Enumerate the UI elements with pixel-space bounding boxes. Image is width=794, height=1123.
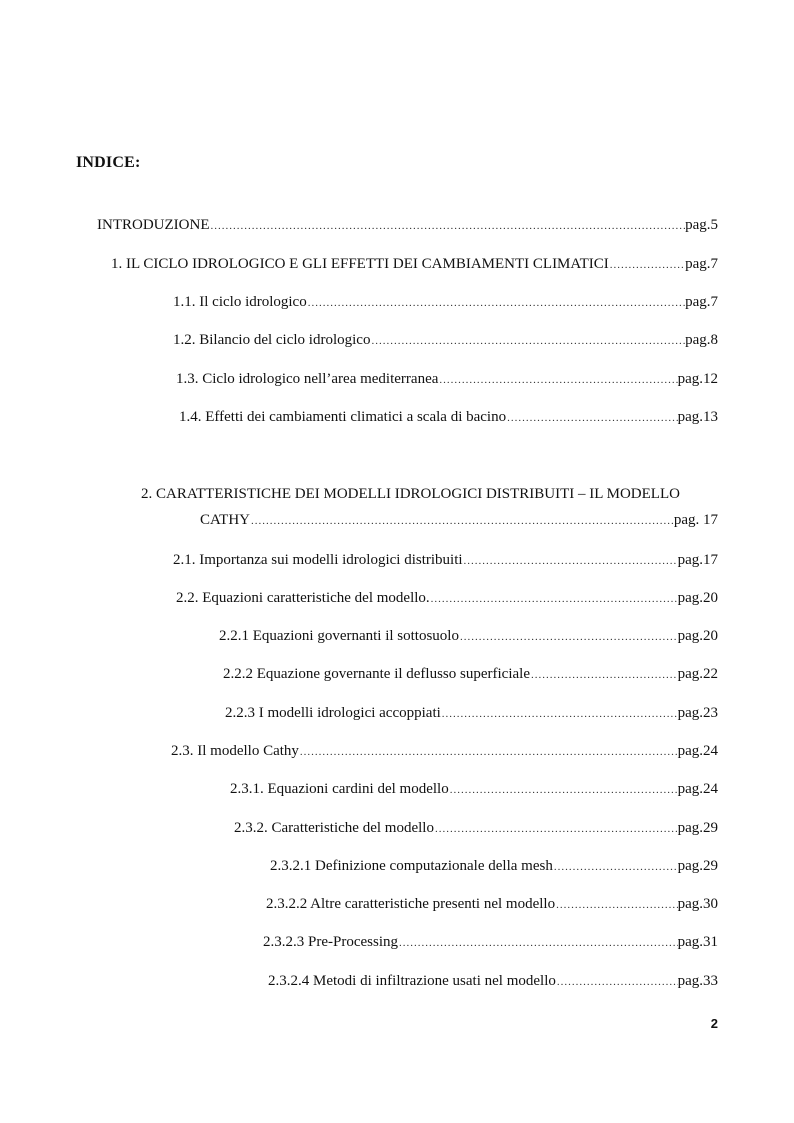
toc-entry-page: pag.24 bbox=[677, 781, 718, 797]
toc-entry-label: 2.2.3 I modelli idrologici accoppiati bbox=[225, 705, 441, 721]
leader-dots bbox=[209, 217, 685, 235]
toc-entry-page: pag.33 bbox=[677, 973, 718, 989]
leader-dots bbox=[398, 934, 678, 952]
toc-entry-label: 2.3. Il modello Cathy bbox=[171, 743, 299, 759]
toc-entry-label: 1.4. Effetti dei cambiamenti climatici a scala di bacino bbox=[179, 409, 507, 425]
toc-entry-1-1 bbox=[173, 292, 718, 312]
toc-entry-page: pag.12 bbox=[677, 371, 718, 387]
leader-dots bbox=[307, 294, 685, 312]
toc-entry-label: 2.2. Equazioni caratteristiche del modello. bbox=[176, 590, 430, 606]
toc-entry-page: pag.5 bbox=[685, 217, 718, 233]
leader-dots bbox=[553, 858, 678, 876]
leader-dots bbox=[463, 552, 678, 570]
toc-entry-label: 2.3.2.1 Definizione computazionale della mesh bbox=[270, 858, 553, 874]
leader-dots bbox=[459, 628, 678, 646]
toc-entry-label: 2.3.2.2 Altre caratteristiche presenti nel modello bbox=[266, 896, 556, 912]
toc-entry-2-3-2-4 bbox=[268, 971, 718, 991]
leader-dots bbox=[556, 973, 678, 991]
page-number: 2 bbox=[710, 1016, 718, 1031]
toc-entry-2-2-1 bbox=[219, 626, 718, 646]
toc-entry-page: pag.17 bbox=[677, 552, 718, 568]
toc-entry-page: pag.13 bbox=[677, 409, 718, 425]
toc-entry-page: pag.29 bbox=[677, 858, 718, 874]
leader-dots bbox=[438, 371, 677, 389]
toc-entry-2-3 bbox=[171, 741, 718, 761]
leader-dots bbox=[430, 590, 678, 608]
toc-entry-page: pag.23 bbox=[677, 705, 718, 721]
toc-entry-label: 2.3.2. Caratteristiche del modello bbox=[234, 820, 434, 836]
toc-entry-2-3-1 bbox=[230, 779, 718, 799]
toc-entry-label: 2.3.2.3 Pre-Processing bbox=[263, 934, 398, 950]
toc-entry-label: 1.2. Bilancio del ciclo idrologico bbox=[173, 332, 371, 348]
toc-entry-label: 2.3.1. Equazioni cardini del modello bbox=[230, 781, 449, 797]
toc-entry-chapter-2-heading: 2. CARATTERISTICHE DEI MODELLI IDROLOGICI DISTRIBUITI – IL MODELLO bbox=[141, 486, 680, 502]
leader-dots bbox=[449, 781, 678, 799]
toc-entry-page: pag.30 bbox=[677, 896, 718, 912]
toc-entry-label: 2.2.1 Equazioni governanti il sottosuolo bbox=[219, 628, 459, 644]
toc-entry-label: INTRODUZIONE bbox=[97, 217, 210, 233]
toc-entry-1-4 bbox=[179, 407, 718, 427]
toc-entry-page: pag.24 bbox=[677, 743, 718, 759]
toc-entry-2-3-2-1 bbox=[270, 856, 718, 876]
toc-entry-page: pag.7 bbox=[685, 294, 718, 310]
leader-dots bbox=[299, 743, 678, 761]
toc-entry-page: pag.20 bbox=[677, 628, 718, 644]
toc-entry-2-1 bbox=[173, 550, 718, 570]
toc-entry-1-2 bbox=[173, 330, 718, 350]
toc-entry-page: pag.31 bbox=[677, 934, 718, 950]
toc-entry-label: 2.2.2 Equazione governante il deflusso superficiale bbox=[223, 666, 530, 682]
page-title: INDICE: bbox=[76, 154, 141, 171]
toc-entry-2-3-2 bbox=[234, 818, 718, 838]
toc-entry-page: pag.20 bbox=[677, 590, 718, 606]
toc-entry-2-2-3 bbox=[225, 703, 718, 723]
leader-dots bbox=[434, 820, 678, 838]
toc-entry-2-2-2 bbox=[223, 664, 718, 684]
leader-dots bbox=[555, 896, 678, 914]
toc-entry-label: 1.1. Il ciclo idrologico bbox=[173, 294, 307, 310]
toc-entry-label: 1.3. Ciclo idrologico nell’area mediterranea bbox=[176, 371, 439, 387]
leader-dots bbox=[370, 332, 685, 350]
leader-dots bbox=[530, 666, 678, 684]
toc-entry-2-2 bbox=[176, 588, 718, 608]
toc-entry-2-3-2-3 bbox=[263, 932, 718, 952]
toc-entry-label: 2.3.2.4 Metodi di infiltrazione usati nel modello bbox=[268, 973, 556, 989]
toc-entry-1-3 bbox=[176, 369, 718, 389]
leader-dots bbox=[609, 256, 685, 274]
toc-entry-page: pag.29 bbox=[677, 820, 718, 836]
toc-entry-page: pag.8 bbox=[685, 332, 718, 348]
toc-entry-chapter-2 bbox=[200, 510, 718, 530]
toc-entry-page: pag.22 bbox=[677, 666, 718, 682]
leader-dots bbox=[441, 705, 678, 723]
toc-entry-label: CATHY bbox=[200, 512, 251, 528]
leader-dots bbox=[506, 409, 677, 427]
toc-entry-label: 2.1. Importanza sui modelli idrologici distribuiti bbox=[173, 552, 463, 568]
toc-entry-2-3-2-2 bbox=[266, 894, 718, 914]
toc-entry-page: pag.7 bbox=[685, 256, 718, 272]
toc-entry-chapter-1 bbox=[111, 254, 718, 274]
toc-entry-label: 1. IL CICLO IDROLOGICO E GLI EFFETTI DEI CAMBIAMENTI CLIMATICI bbox=[111, 256, 609, 272]
leader-dots bbox=[250, 512, 674, 530]
toc-entry-page: pag. 17 bbox=[673, 512, 718, 528]
toc-entry-introduzione bbox=[97, 215, 718, 235]
